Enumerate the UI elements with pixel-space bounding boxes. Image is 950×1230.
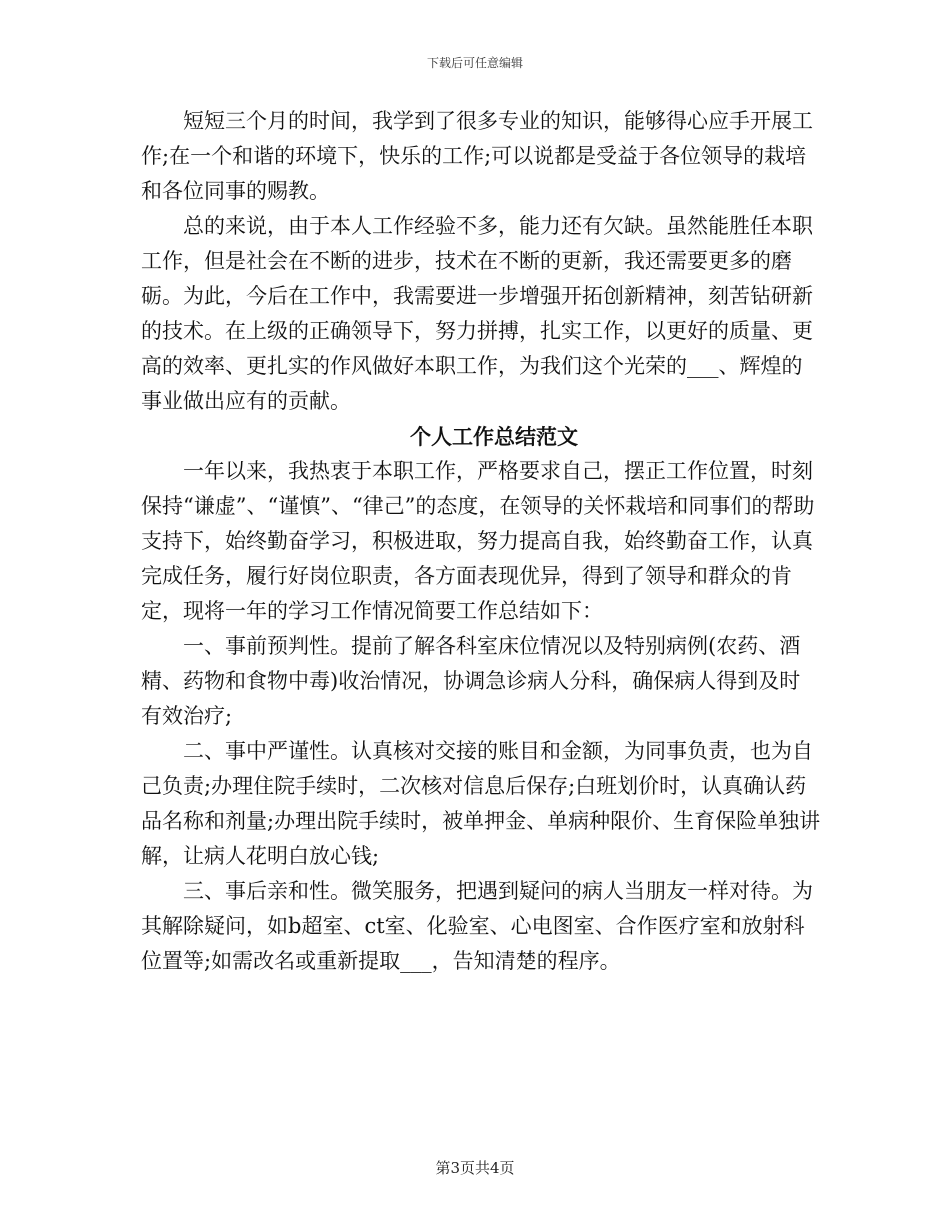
- header-note: 下载后可任意编辑: [426, 56, 523, 70]
- page-number: 第3页共4页: [435, 1159, 515, 1177]
- paragraph: 一、事前预判性。提前了解各科室床位情况以及特别病例(农药、酒精、药物和食物中毒)收治情况，协调急诊病人分科，确保病人得到及时有效治疗;: [141, 634, 801, 728]
- document-body: [141, 104, 821, 979]
- paragraph: 短短三个月的时间，我学到了很多专业的知识，能够得心应手开展工作;在一个和谐的环境下，快乐的工作;可以说都是受益于各位领导的栽培和各位同事的赐教。: [141, 109, 813, 203]
- paragraph: 三、事后亲和性。微笑服务，把遇到疑问的病人当朋友一样对待。为其解除疑问，如b超室、ct室、化验室、心电图室、合作医疗室和放射科位置等;如需改名或重新提取___，告知清楚的程序。: [141, 879, 813, 973]
- paragraph: 一年以来，我热衷于本职工作，严格要求自己，摆正工作位置，时刻保持“谦虚”、“谨慎”、“律己”的态度，在领导的关怀栽培和同事们的帮助支持下，始终勤奋学习，积极进取，努力提高自我，始终勤奋工作，认真完成任务，履行好岗位职责，各方面表现优异，得到了领导和群众的肯定，现将一年的学习工作情况简要工作总结如下：: [141, 459, 815, 623]
- section-title: 个人工作总结范文: [410, 424, 578, 449]
- paragraph: 总的来说，由于本人工作经验不多，能力还有欠缺。虽然能胜任本职工作，但是社会在不断的进步，技术在不断的更新，我还需要更多的磨砺。为此，今后在工作中，我需要进一步增强开拓创新精神，刻苦钻研新的技术。在上级的正确领导下，努力拼搏，扎实工作，以更好的质量、更高的效率、更扎实的作风做好本职工作，为我们这个光荣的___、辉煌的事业做出应有的贡献。: [141, 214, 813, 413]
- paragraph: 二、事中严谨性。认真核对交接的账目和金额，为同事负责，也为自己负责;办理住院手续时，二次核对信息后保存;白班划价时，认真确认药品名称和剂量;办理出院手续时，被单押金、单病种限价、生育保险单独讲解，让病人花明白放心钱;: [141, 739, 821, 868]
